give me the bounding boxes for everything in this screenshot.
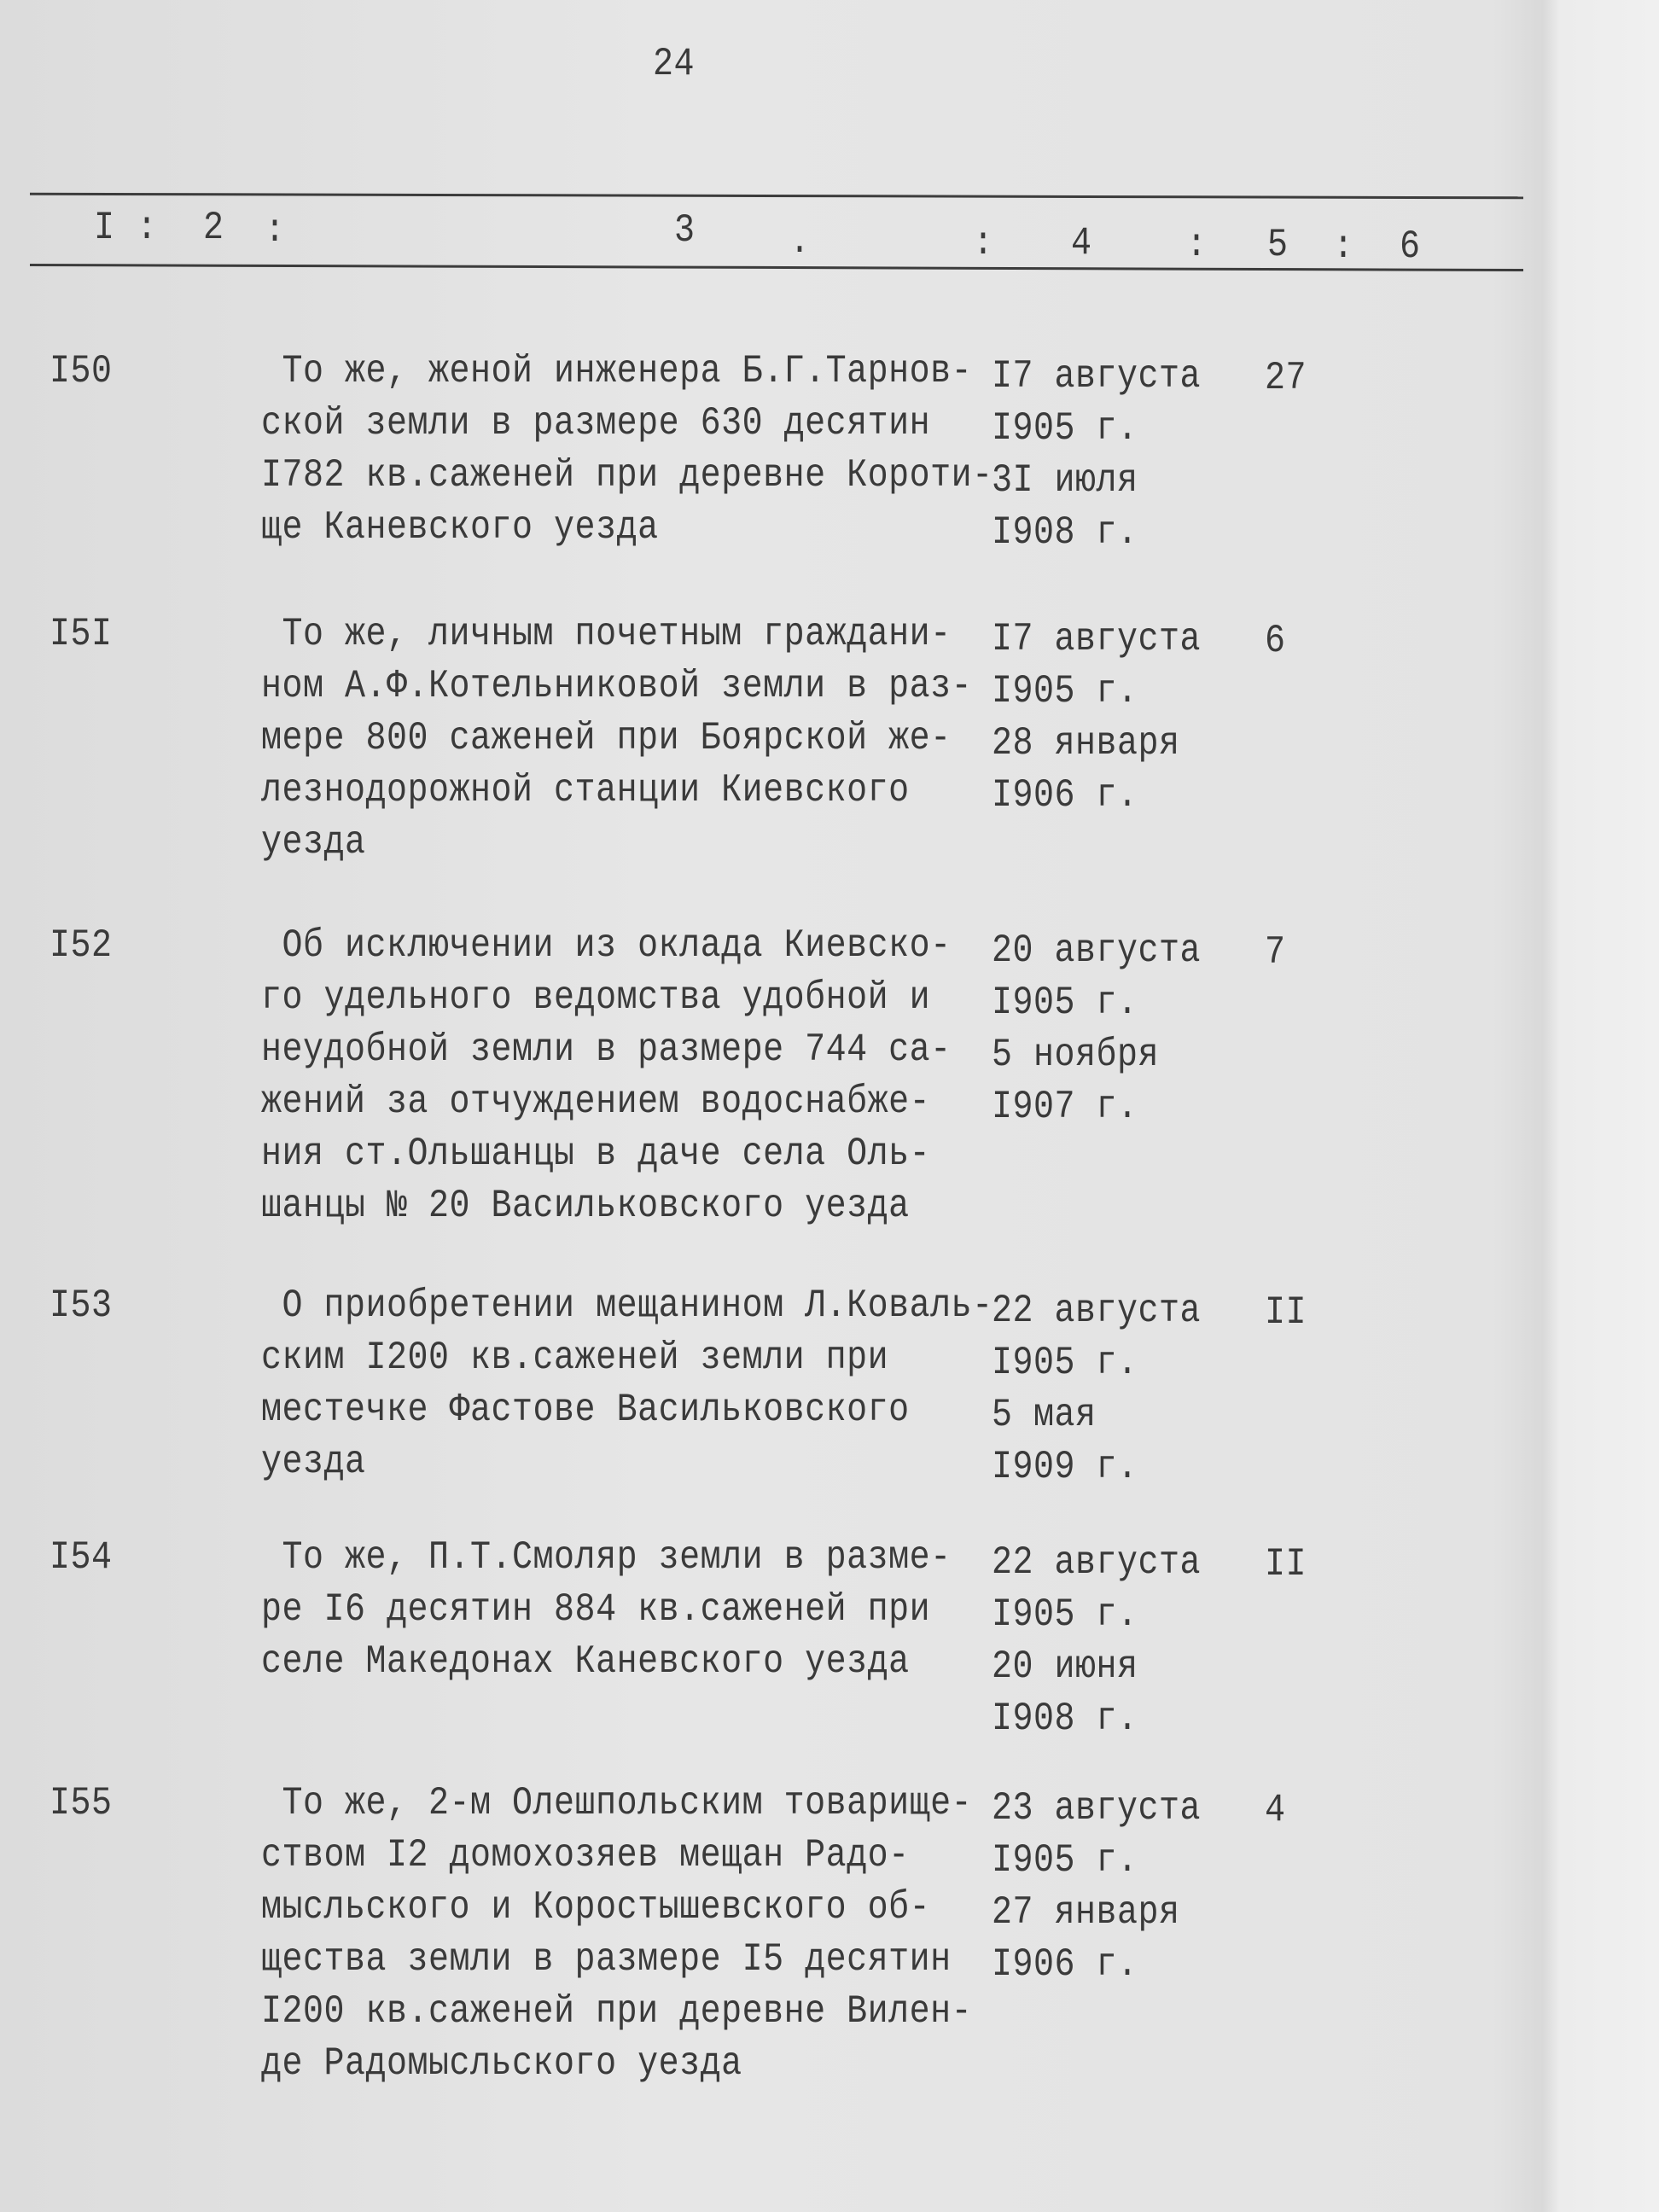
entry-description — [261, 1284, 993, 1493]
description-line: О приобретении мещанином Л.Коваль- — [261, 1284, 993, 1329]
description-line: То же, 2-м Олешпольским товарище- — [261, 1782, 973, 1826]
date-line: 22 августа — [992, 1541, 1202, 1586]
date-line: 5 ноября — [992, 1033, 1160, 1078]
description-line: ре I6 десятин 884 кв.саженей при — [261, 1588, 931, 1633]
entry-description — [261, 350, 993, 558]
entry-number: I50 — [49, 350, 113, 394]
header-col-4: 4 — [1071, 222, 1092, 266]
entry-col6: 7 — [1265, 931, 1286, 975]
entry-col6: II — [1265, 1291, 1307, 1336]
header-col-2: 2 — [203, 207, 224, 251]
date-line: I906 г. — [992, 774, 1138, 818]
date-line: I905 г. — [992, 407, 1138, 451]
date-line: I905 г. — [992, 1593, 1138, 1638]
description-line: неудобной земли в размере 744 са- — [261, 1028, 952, 1073]
entry-col6: II — [1265, 1543, 1307, 1587]
description-line: местечке Фастове Васильковского — [261, 1388, 910, 1433]
date-line: I905 г. — [992, 1839, 1138, 1883]
entry-dates — [992, 618, 1201, 826]
description-line: лезнодорожной станции Киевского — [261, 769, 910, 813]
description-line: щества земли в размере I5 десятин — [261, 1938, 952, 1982]
header-sep: : — [1186, 224, 1208, 268]
date-line: 3I июля — [992, 459, 1138, 504]
header-col-3: 3 — [674, 209, 696, 253]
date-line: I909 г. — [992, 1446, 1138, 1490]
date-line: I905 г. — [992, 1342, 1138, 1386]
description-line: ном А.Ф.Котельниковой земли в раз- — [261, 665, 973, 709]
date-line: 20 июня — [992, 1645, 1138, 1690]
header-col-6: 6 — [1400, 225, 1421, 270]
description-line: ния ст.Ольшанцы в даче села Оль- — [261, 1132, 931, 1177]
description-line: I200 кв.саженей при деревне Вилен- — [261, 1990, 973, 2034]
description-line: жений за отчуждением водоснабже- — [261, 1080, 931, 1125]
date-line: I906 г. — [992, 1943, 1138, 1988]
description-line: го удельного ведомства удобной и — [261, 976, 931, 1021]
date-line: 20 августа — [992, 929, 1202, 974]
entry-dates — [992, 1289, 1201, 1498]
date-line: I907 г. — [992, 1086, 1138, 1130]
entry-col6: 6 — [1265, 620, 1286, 664]
description-line: ской земли в размере 630 десятин — [261, 402, 931, 446]
entry-number: I54 — [49, 1536, 113, 1580]
header-sep: : — [973, 222, 994, 266]
description-line: Об исключении из оклада Киевско- — [261, 924, 952, 969]
date-line: I7 августа — [992, 355, 1202, 399]
header-sep: : — [1333, 225, 1354, 270]
entry-number: I53 — [49, 1284, 113, 1329]
entry-dates — [992, 929, 1201, 1138]
description-line: шанцы № 20 Васильковского уезда — [261, 1185, 910, 1229]
date-line: I7 августа — [992, 618, 1202, 662]
table-header-rule — [30, 264, 1523, 271]
date-line: I908 г. — [992, 1697, 1138, 1742]
table-top-rule — [30, 193, 1523, 200]
description-line: ским I200 кв.саженей земли при — [261, 1336, 889, 1381]
entry-number: I5I — [49, 613, 113, 657]
description-line: То же, личным почетным граждани- — [261, 613, 952, 657]
date-line: I905 г. — [992, 670, 1138, 714]
entry-description — [261, 1536, 952, 1692]
description-line: селе Македонах Каневского уезда — [261, 1640, 910, 1685]
date-line: 28 января — [992, 722, 1180, 766]
entry-dates — [992, 1541, 1201, 1749]
entry-dates — [992, 355, 1201, 563]
date-line: I905 г. — [992, 981, 1138, 1026]
date-line: I908 г. — [992, 511, 1138, 556]
entry-number: I55 — [49, 1782, 113, 1826]
date-line: 22 августа — [992, 1289, 1202, 1334]
entry-description — [261, 924, 952, 1237]
entry-col6: 27 — [1265, 357, 1307, 401]
date-line: 5 мая — [992, 1394, 1097, 1438]
date-line: 23 августа — [992, 1787, 1202, 1831]
description-line: ством I2 домохозяев мещан Радо- — [261, 1834, 910, 1878]
header-dot: . — [789, 220, 811, 265]
description-line: То же, женой инженера Б.Г.Тарнов- — [261, 350, 973, 394]
header-col-5: 5 — [1267, 224, 1289, 268]
entry-dates — [992, 1787, 1201, 1995]
entry-description — [261, 1782, 972, 2094]
page-number: 24 — [653, 43, 696, 87]
description-line: уезда — [261, 821, 366, 865]
description-line: де Радомысльского уезда — [261, 2042, 742, 2087]
header-sep: : — [265, 209, 286, 253]
description-line: мысльского и Коростышевского об- — [261, 1886, 931, 1930]
header-col-1: I — [94, 207, 115, 251]
description-line: ще Каневского уезда — [261, 506, 659, 550]
header-sep: : — [137, 207, 158, 251]
description-line: уезда — [261, 1441, 366, 1485]
date-line: 27 января — [992, 1891, 1180, 1936]
description-line: То же, П.Т.Смоляр земли в разме- — [261, 1536, 952, 1580]
entry-col6: 4 — [1265, 1789, 1286, 1833]
description-line: I782 кв.саженей при деревне Короти- — [261, 454, 993, 498]
entry-description — [261, 613, 972, 873]
description-line: мере 800 саженей при Боярской же- — [261, 717, 952, 761]
entry-number: I52 — [49, 924, 113, 969]
